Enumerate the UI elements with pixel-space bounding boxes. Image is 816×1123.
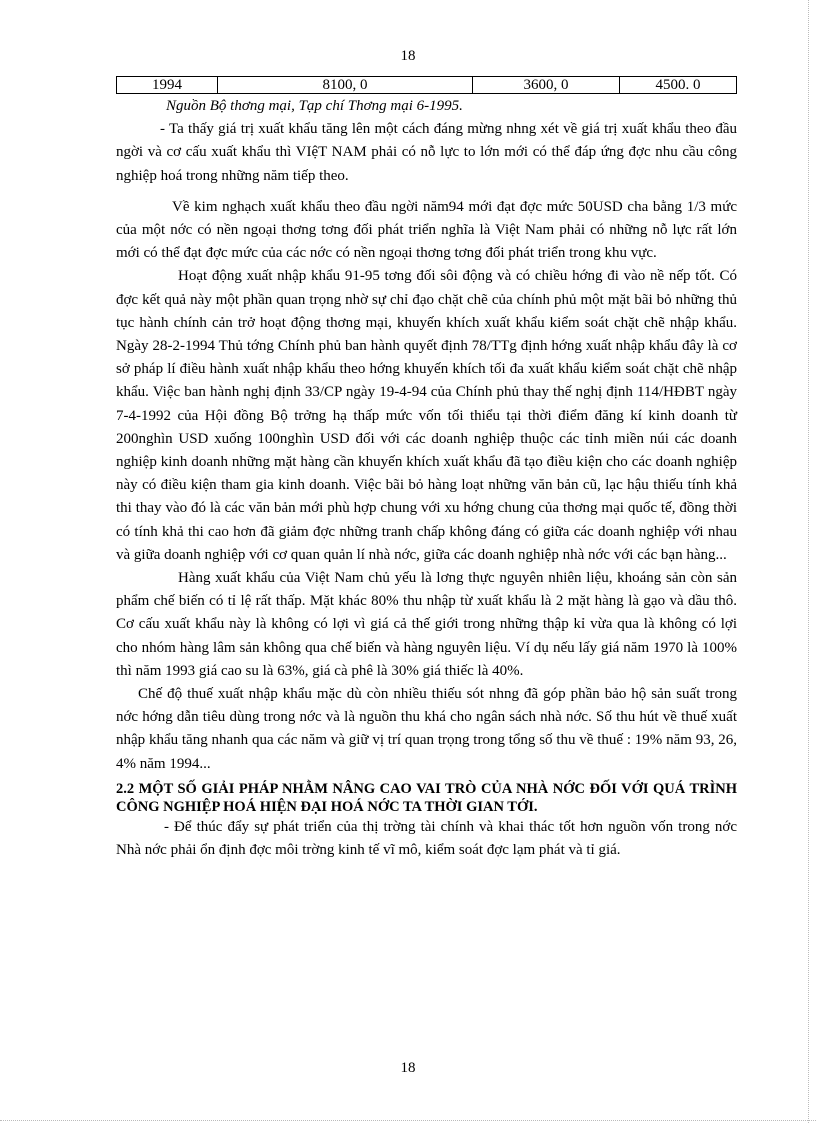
paragraph: Về kim nghạch xuất khẩu theo đầu ngời năm94 mới đạt đợc mức 50USD cha bằng 1/3 mức của một nớc có nền ngoại thơng tơng đối phát triển nghĩa là Việt Nam phải có những nỗ lực rất lớn mới có thể đạt đợc mức của các nớc có nền ngoại thơng tơng đối phát triển trong khu vực. [116, 198, 737, 262]
table-cell-value: 3600, 0 [473, 77, 620, 94]
page-number-bottom: 18 [400, 1060, 416, 1076]
paragraph: - Ta thấy giá trị xuất khẩu tăng lên một cách đáng mừng nhng xét về giá trị xuất khẩu theo đầu ngời và cơ cấu xuất khẩu thì VIệT NAM phải có nỗ lực to lớn mới có thể đáp ứng đợc nhu cầu công nghiệp hoá trong những năm tiếp theo. [116, 121, 737, 184]
page-number-top: 18 [400, 48, 416, 64]
table-row [117, 77, 737, 94]
paragraph: - Để thúc đẩy sự phát triển của thị trờng tài chính và khai thác tốt hơn nguồn vốn trong nớc Nhà nớc phải ổn định đợc môi trờng kinh tế vĩ mô, kiểm soát đợc lạm phát và tỉ giá. [116, 818, 737, 859]
paragraph: Chế độ thuế xuất nhập khẩu mặc dù còn nhiều thiếu sót nhng đã góp phần bảo hộ sản suất trong nớc hớng dẫn tiêu dùng trong nớc và là nguồn thu khá cho ngân sách nhà nớc. Số thu hút về thuế xuất nhập khẩu tăng nhanh qua các năm và giữ vị trí quan trọng trong tổng số thu về thuế : 19% năm 93, 26, 4% năm 1994... [116, 686, 737, 772]
section-heading: 2.2 MỘT SỐ GIẢI PHÁP NHẰM NÂNG CAO VAI TRÒ CỦA NHÀ NỚC ĐỐI VỚI QUÁ TRÌNH CÔNG NGHIỆP HOÁ HIỆN ĐẠI HOÁ NỚC TA THỜI GIAN TỚI. [116, 780, 737, 815]
paragraph: Hàng xuất khẩu của Việt Nam chủ yếu là lơng thực nguyên nhiên liệu, khoáng sản còn sản phẩm chế biến có tỉ lệ rất thấp. Mặt khác 80% thu nhập từ xuất khẩu là 2 mặt hàng là gạo và dầu thô. Cơ cấu xuất khẩu này là không có lợi vì giá cả thế giới trong những thập kỉ vừa qua là không có lợi cho nhóm hàng lâm sản không qua chế biến và hàng nguyên liệu. Ví dụ nếu lấy giá năm 1970 là 100% thì năm 1993 giá cao su là 63%, giá cà phê là 30% giá thiếc là 40%. [116, 570, 737, 679]
table-cell-value: 8100, 0 [218, 77, 473, 94]
document-body [116, 76, 737, 862]
table-cell-year: 1994 [117, 77, 218, 94]
page-edge-line [808, 0, 809, 1123]
paragraph: Hoạt động xuất nhập khẩu 91-95 tơng đối sôi động và có chiều hớng đi vào nề nếp tốt. Có đợc kết quả này một phần quan trọng nhờ sự chỉ đạo chặt chẽ của chính phủ một mặt bãi bỏ những thủ tục hành chính cản trở hoạt động thơng mại, khuyến khích xuất khẩu kiểm soát chặt chẽ nhập khẩu. Ngày 28-2-1994 Thủ tớng Chính phủ ban hành quyết định 78/TTg định hớng xuất nhập khẩu đây là cơ sở pháp lí điều hành xuất nhập khẩu theo hớng khuyến khích tối đa xuất khẩu kiểm soát chặt chẽ nhập khẩu. Việc ban hành nghị định 33/CP ngày 19-4-94 của Chính phủ thay thế nghị định 114/HĐBT ngày 7-4-1992 của Hội đồng Bộ trởng hạ thấp mức vốn tối thiểu tại thời điểm đăng kí kinh doanh từ 200nghìn USD xuống 100nghìn USD đối với các doanh nghiệp thuộc các tỉnh miền núi các doanh nghiệp kinh doanh những mặt hàng cần khuyến khích xuất khẩu đã tạo điều kiện cho các doanh nghiệp này có điều kiện tham gia kinh doanh. Việc bãi bỏ hàng loạt những văn bản cũ, lạc hậu thiếu tính khả thi thay vào đó là các văn bản mới phù hợp chung với xu hớng chung của thơng mại quốc tế, đồng thời có tính khả thi cao hơn đã giảm đợc những tranh chấp không đáng có giữa các doanh nghiệp với nhau và giữa doanh nghiệp với cơ quan quản lí nhà nớc, giữa các doanh nghiệp nhà nớc với các bạn hàng... [116, 268, 737, 563]
table-cell-value: 4500. 0 [620, 77, 737, 94]
source-note: Nguồn Bộ thơng mại, Tạp chí Thơng mại 6-1995. [166, 98, 463, 114]
page-edge-line [0, 1120, 816, 1121]
data-table [116, 76, 737, 94]
